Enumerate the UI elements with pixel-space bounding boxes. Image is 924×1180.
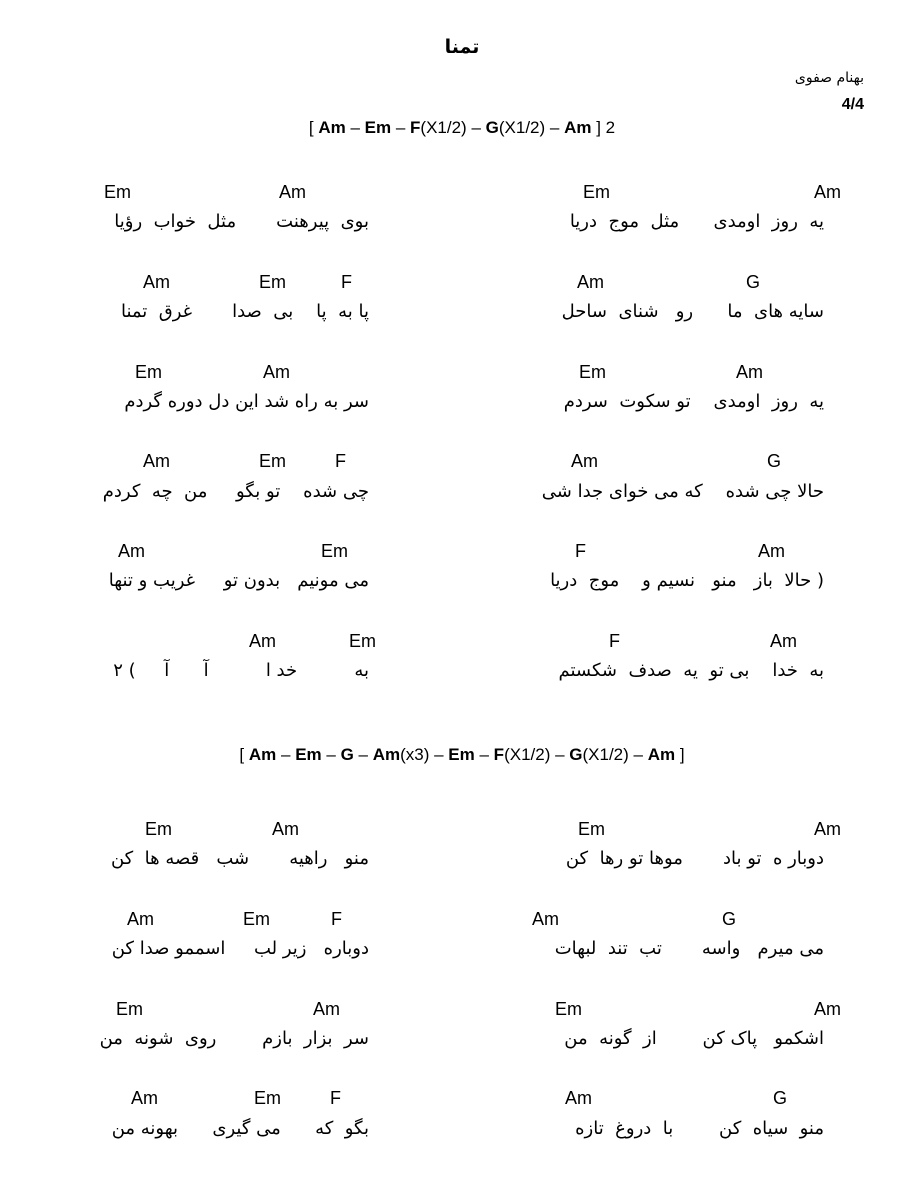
chord-label: Am [127, 909, 154, 929]
chord-label: Em [104, 182, 131, 202]
chord-label: G [767, 451, 782, 471]
lyric-line: بوی پیرهنت مثل خواب رؤیا [114, 211, 369, 232]
chord-label: F [341, 272, 352, 292]
chord-label: Em [583, 182, 610, 202]
lyric-line: ( حالا باز منو نسیم و موج دریا [550, 570, 824, 591]
chord-label: Em [135, 362, 162, 382]
lyric-line: به خدا بی تو یه صدف شکستم [558, 660, 824, 681]
lyric-line: منو راهیه شب قصه ها کن [110, 848, 369, 869]
lyric-line: اشکمو پاک کن از گونه من [564, 1028, 824, 1049]
intro-progression: [ Am – Em – F(X1/2) – G(X1/2) – Am ] 2 [308, 118, 616, 137]
chord-label: Em [259, 272, 286, 292]
chord-label: Am [814, 182, 841, 202]
lyric-line: دوباره زیر لب اسممو صدا کن [111, 938, 369, 959]
lyric-line: می میرم واسه تب تند لبهات [554, 938, 824, 959]
chord-label: Am [263, 362, 290, 382]
chord-label: Em [116, 999, 143, 1019]
lyric-line: سر به راه شد این دل دوره گردم [124, 391, 369, 412]
chord-label: Am [577, 272, 604, 292]
chord-label: Em [555, 999, 582, 1019]
chord-label: Am [143, 272, 170, 292]
chord-label: Em [579, 362, 606, 382]
lyric-line: سایه های ما رو شنای ساحل [561, 301, 824, 322]
chord-label: Am [118, 541, 145, 561]
chord-label: F [609, 631, 620, 651]
chord-label: Am [758, 541, 785, 561]
chord-label: Am [814, 819, 841, 839]
chord-label: F [330, 1088, 341, 1108]
chord-label: G [746, 272, 761, 292]
lyric-line: یه روز اومدی تو سکوت سردم [563, 391, 824, 412]
lyric-line: می مونیم بدون تو غریب و تنها [108, 570, 369, 591]
chord-label: Am [272, 819, 299, 839]
song-title: تمنا [444, 36, 480, 58]
lyric-line: چی شده تو بگو من چه کردم [102, 481, 369, 502]
chord-label: G [722, 909, 737, 929]
chord-label: Am [770, 631, 797, 651]
chord-label: Am [814, 999, 841, 1019]
lyric-line: پا به پا بی صدا غرق تمنا [120, 301, 369, 322]
chord-label: Em [254, 1088, 281, 1108]
chord-label: Am [736, 362, 763, 382]
chord-label: Em [259, 451, 286, 471]
chord-label: Em [321, 541, 348, 561]
lyric-line: سر بزار بازم روی شونه من [99, 1028, 369, 1049]
time-signature: 4/4 [841, 96, 864, 113]
chord-label: Am [532, 909, 559, 929]
chord-label: Am [279, 182, 306, 202]
lyric-line: یه روز اومدی مثل موج دریا [569, 211, 824, 232]
author-name: بهنام صفوی [794, 70, 864, 86]
chord-label: Em [243, 909, 270, 929]
chord-label: Am [313, 999, 340, 1019]
lyric-line: دوبار ه تو باد موها تو رها کن [565, 848, 824, 869]
chord-label: Am [131, 1088, 158, 1108]
chord-label: Am [565, 1088, 592, 1108]
chord-label: Am [571, 451, 598, 471]
chord-label: Em [349, 631, 376, 651]
chord-label: F [335, 451, 346, 471]
lyric-line: منو سیاه کن با دروغ تازه [575, 1118, 824, 1139]
lyric-line: به خد ا آ آ ) ۲ [113, 660, 369, 681]
chord-label: G [773, 1088, 788, 1108]
lyric-line: بگو که می گیری بهونه من [111, 1118, 369, 1139]
chord-label: Em [578, 819, 605, 839]
bridge-progression: [ Am – Em – G – Am(x3) – Em – F(X1/2) – G(X1/2) – Am ] [239, 745, 685, 764]
chord-label: F [575, 541, 586, 561]
chord-label: Am [143, 451, 170, 471]
chord-label: F [331, 909, 342, 929]
lyric-line: حالا چی شده که می خوای جدا شی [541, 481, 824, 502]
chord-label: Em [145, 819, 172, 839]
chord-label: Am [249, 631, 276, 651]
